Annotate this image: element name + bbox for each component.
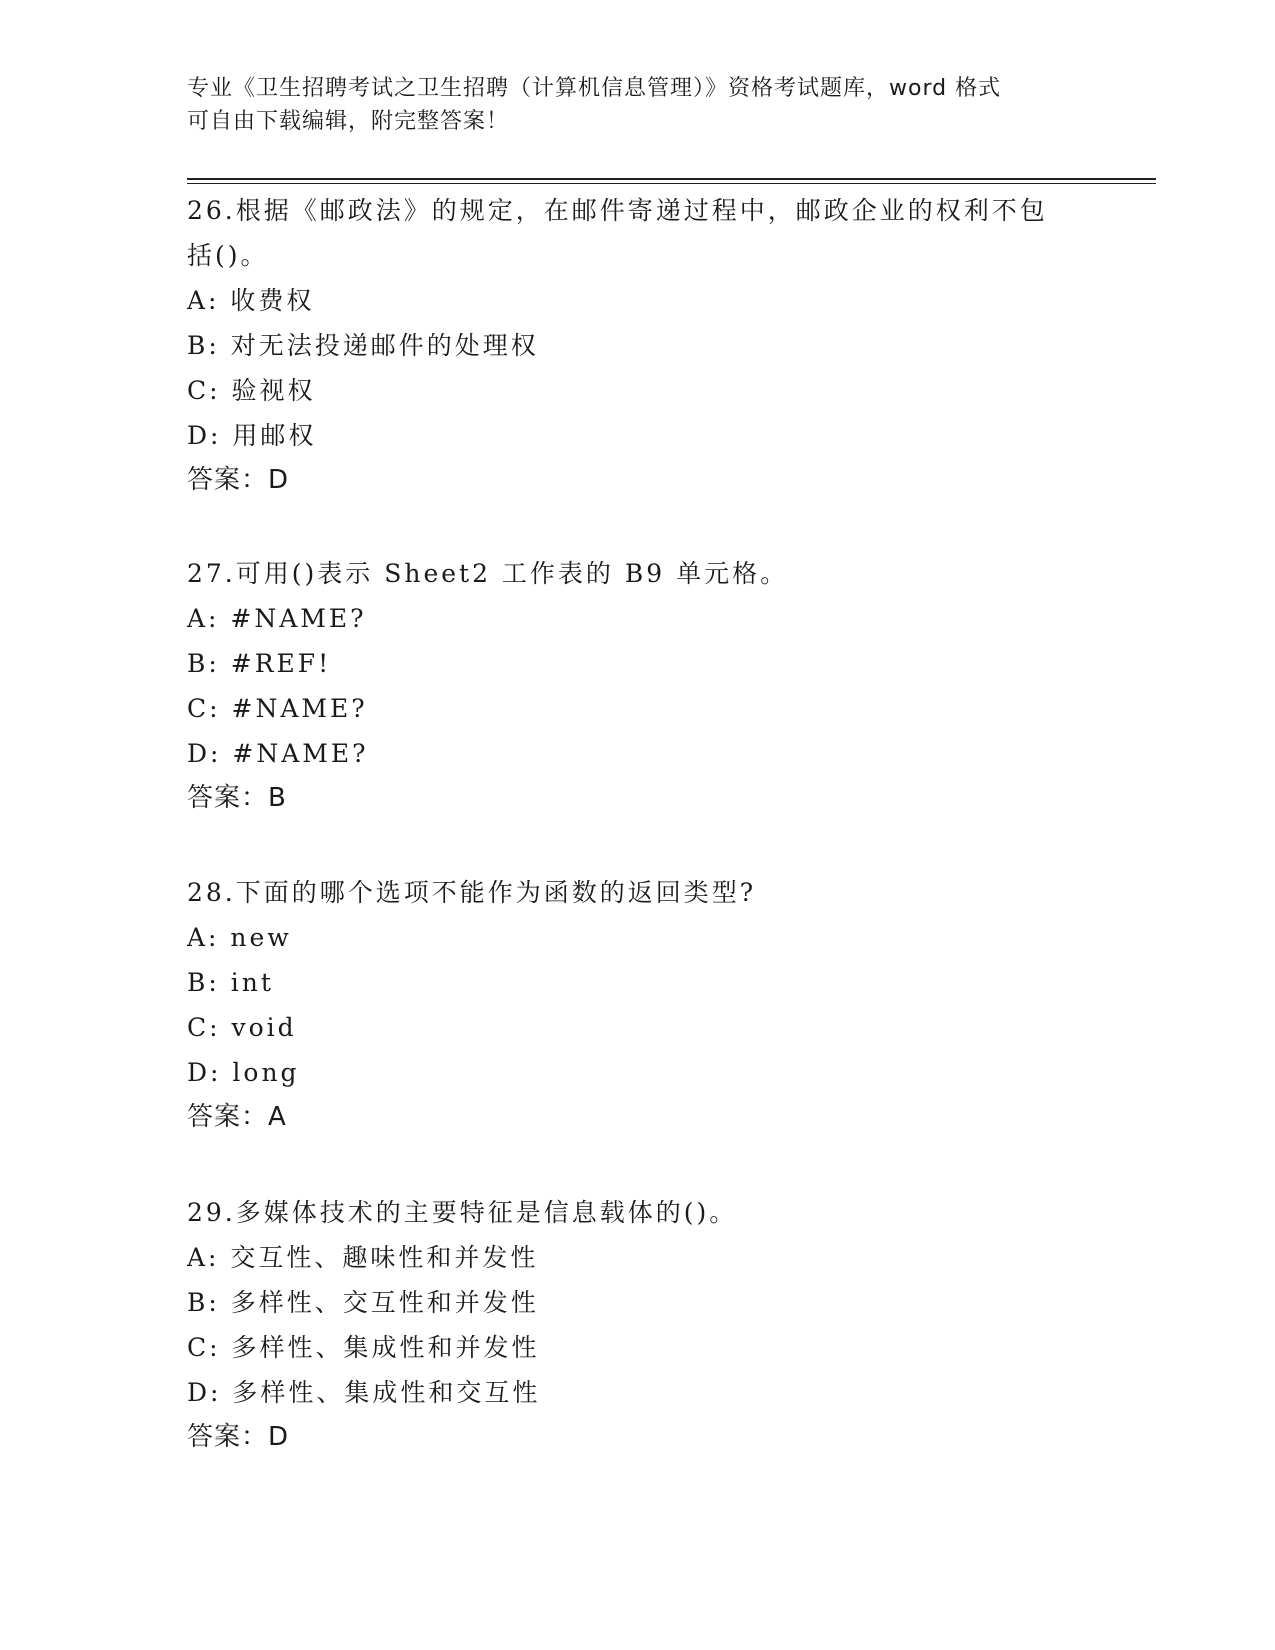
question-stem: 29.多媒体技术的主要特征是信息载体的()。 — [187, 1198, 738, 1227]
option-d: D: #NAME? — [187, 739, 369, 768]
option-d: D: 用邮权 — [187, 421, 317, 450]
option-c: C: #NAME? — [187, 694, 368, 723]
question-stem: 26.根据《邮政法》的规定，在邮件寄递过程中，邮政企业的权利不包 — [187, 196, 1048, 225]
option-b: B: 对无法投递邮件的处理权 — [187, 331, 539, 360]
option-c: C: void — [187, 1013, 297, 1042]
question-stem: 28.下面的哪个选项不能作为函数的返回类型? — [187, 878, 757, 907]
header-divider-thick — [187, 178, 1156, 180]
option-a: A: 交互性、趣味性和并发性 — [187, 1243, 539, 1272]
header-line-1: 专业《卫生招聘考试之卫生招聘（计算机信息管理）》资格考试题库，word 格式 — [187, 76, 1002, 101]
question-27 — [187, 551, 1087, 821]
question-stem: 括()。 — [187, 241, 269, 270]
option-b: B: #REF! — [187, 649, 332, 678]
answer: 答案：A — [187, 1102, 287, 1132]
answer: 答案：D — [187, 1422, 290, 1452]
document-header — [187, 72, 1087, 138]
question-28 — [187, 870, 1087, 1140]
header-divider-thin — [187, 183, 1156, 184]
option-d: D: 多样性、集成性和交互性 — [187, 1378, 541, 1407]
question-stem: 27.可用()表示 Sheet2 工作表的 B9 单元格。 — [187, 559, 789, 588]
option-d: D: long — [187, 1058, 300, 1087]
answer: 答案：D — [187, 465, 290, 495]
question-29 — [187, 1190, 1087, 1460]
answer: 答案：B — [187, 783, 287, 813]
option-c: C: 多样性、集成性和并发性 — [187, 1333, 540, 1362]
option-a: A: new — [187, 923, 292, 952]
option-b: B: 多样性、交互性和并发性 — [187, 1288, 539, 1317]
option-c: C: 验视权 — [187, 376, 316, 405]
option-a: A: #NAME? — [187, 604, 367, 633]
header-line-2: 可自由下载编辑，附完整答案！ — [187, 109, 510, 134]
option-b: B: int — [187, 968, 274, 997]
option-a: A: 收费权 — [187, 286, 315, 315]
question-26 — [187, 188, 1087, 503]
